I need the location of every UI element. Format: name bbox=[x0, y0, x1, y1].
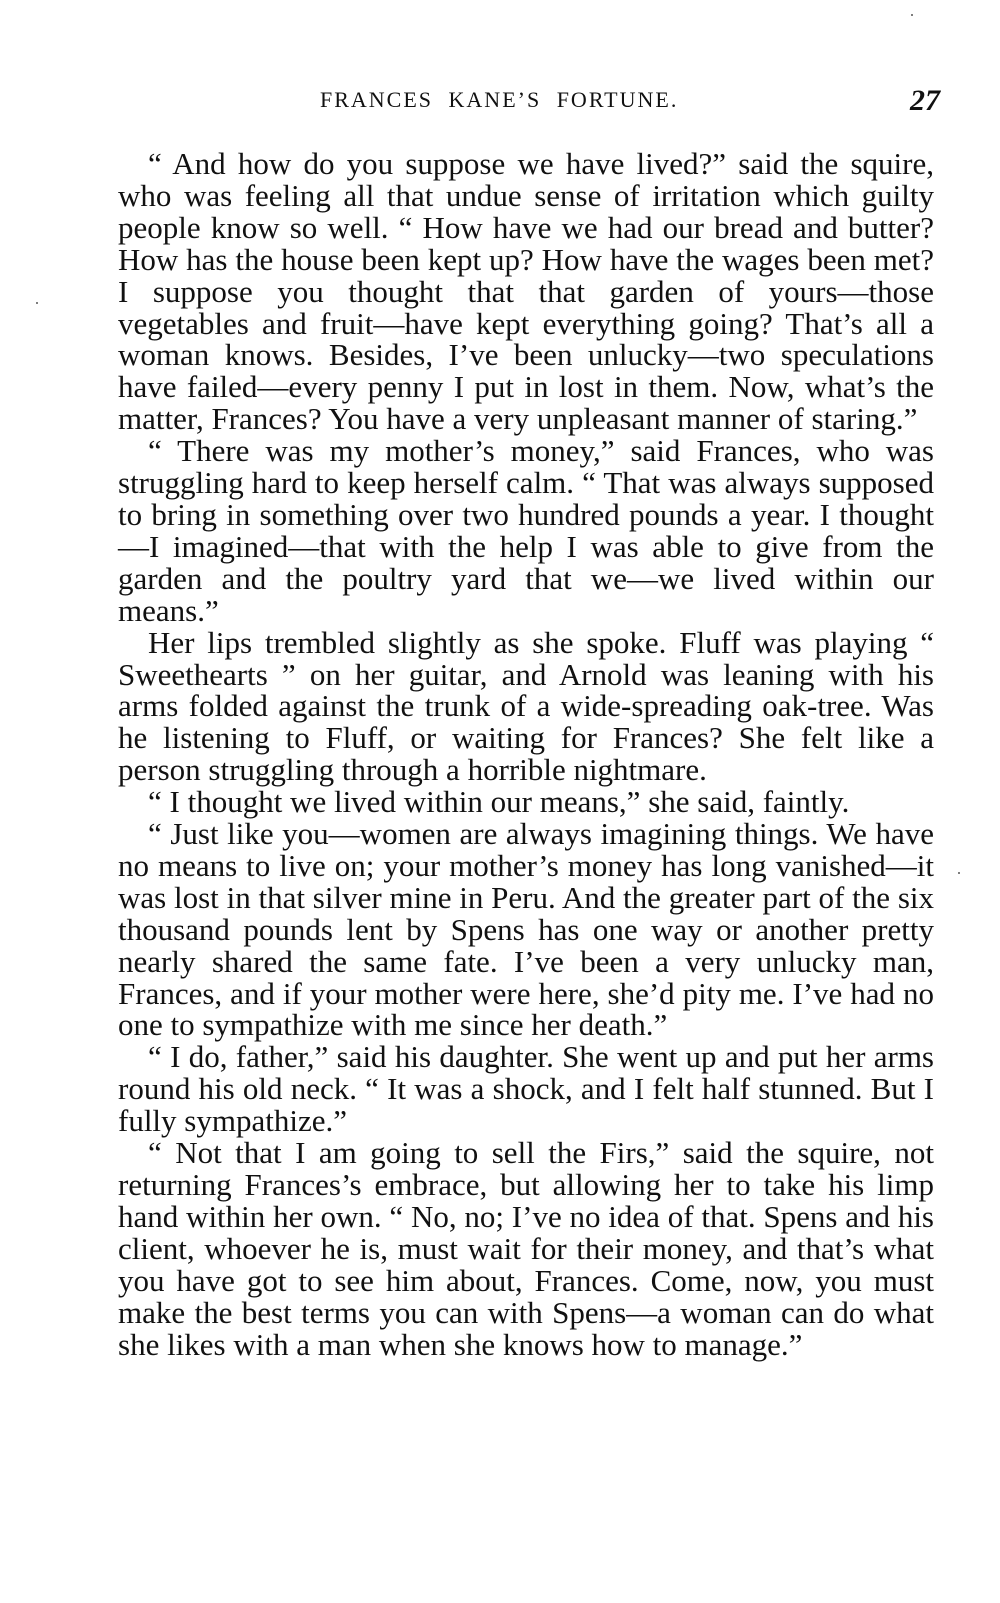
paragraph-4: “ I thought we lived within our means,” she said, faintly. bbox=[148, 784, 850, 820]
paragraph-6: “ I do, father,” said his daughter. She went up and put her arms round his old neck. “ It was a shock, and I felt half stunned. But I fully sympathize.” bbox=[118, 1039, 934, 1139]
page-header bbox=[118, 84, 940, 124]
running-head: FRANCES KANE’S FORTUNE. bbox=[320, 87, 679, 112]
page-speck bbox=[958, 872, 960, 874]
paragraph-5: “ Just like you—women are always imagining things. We have no means to live on; your mother’s money has long vanished—it was lost in that silver mine in Peru. And the greater part of the six thousand pounds lent by Spens has one way or another pretty nearly shared the same fate. I’ve been a very unlucky man, Frances, and if your mother were here, she’d pity me. I’ve had no one to sympathize with me since her death.” bbox=[118, 816, 934, 1043]
page-number: 27 bbox=[910, 84, 940, 117]
page-speck bbox=[911, 14, 913, 16]
paragraph-1: “ And how do you suppose we have lived?” said the squire, who was feeling all that undue sense of irritation which guilty people know so well. “ How have we had our bread and butter? How has the house been kept up? How have the wages been met? I suppose you thought that that garden of yours—those vegetables and fruit—have kept everything going? That’s all a woman knows. Besides, I’ve been unlucky—two speculations have failed—every penny I put in lost in them. Now, what’s the matter, Frances? You have a very unpleasant manner of staring.” bbox=[118, 146, 934, 437]
page-speck bbox=[36, 302, 38, 304]
paragraph-3: Her lips trembled slightly as she spoke. Fluff was playing “ Sweethearts ” on her guitar, and Arnold was leaning with his arms folded against the trunk of a wide-spreading oak-tree. Was he listening to Fluff, or waiting for Frances? She felt like a person struggling through a horrible nightmare. bbox=[118, 624, 934, 788]
paragraph-7: “ Not that I am going to sell the Firs,” said the squire, not returning Frances’s embrace, but allowing her to take his limp hand within her own. “ No, no; I’ve no idea of that. Spens and his client, whoever he is, must wait for their money, and that’s what you have got to see him about, Frances. Come, now, you must make the best terms you can with Spens—a woman can do what she likes with a man when she knows how to manage.” bbox=[118, 1135, 934, 1362]
body-text bbox=[118, 148, 934, 1360]
paragraph-2: “ There was my mother’s money,” said Frances, who was struggling hard to keep herself calm. “ That was always supposed to bring in something over two hundred pounds a year. I thought—I imagined—that with the help I was able to give from the garden and the poultry yard that we—we lived within our means.” bbox=[118, 433, 934, 628]
